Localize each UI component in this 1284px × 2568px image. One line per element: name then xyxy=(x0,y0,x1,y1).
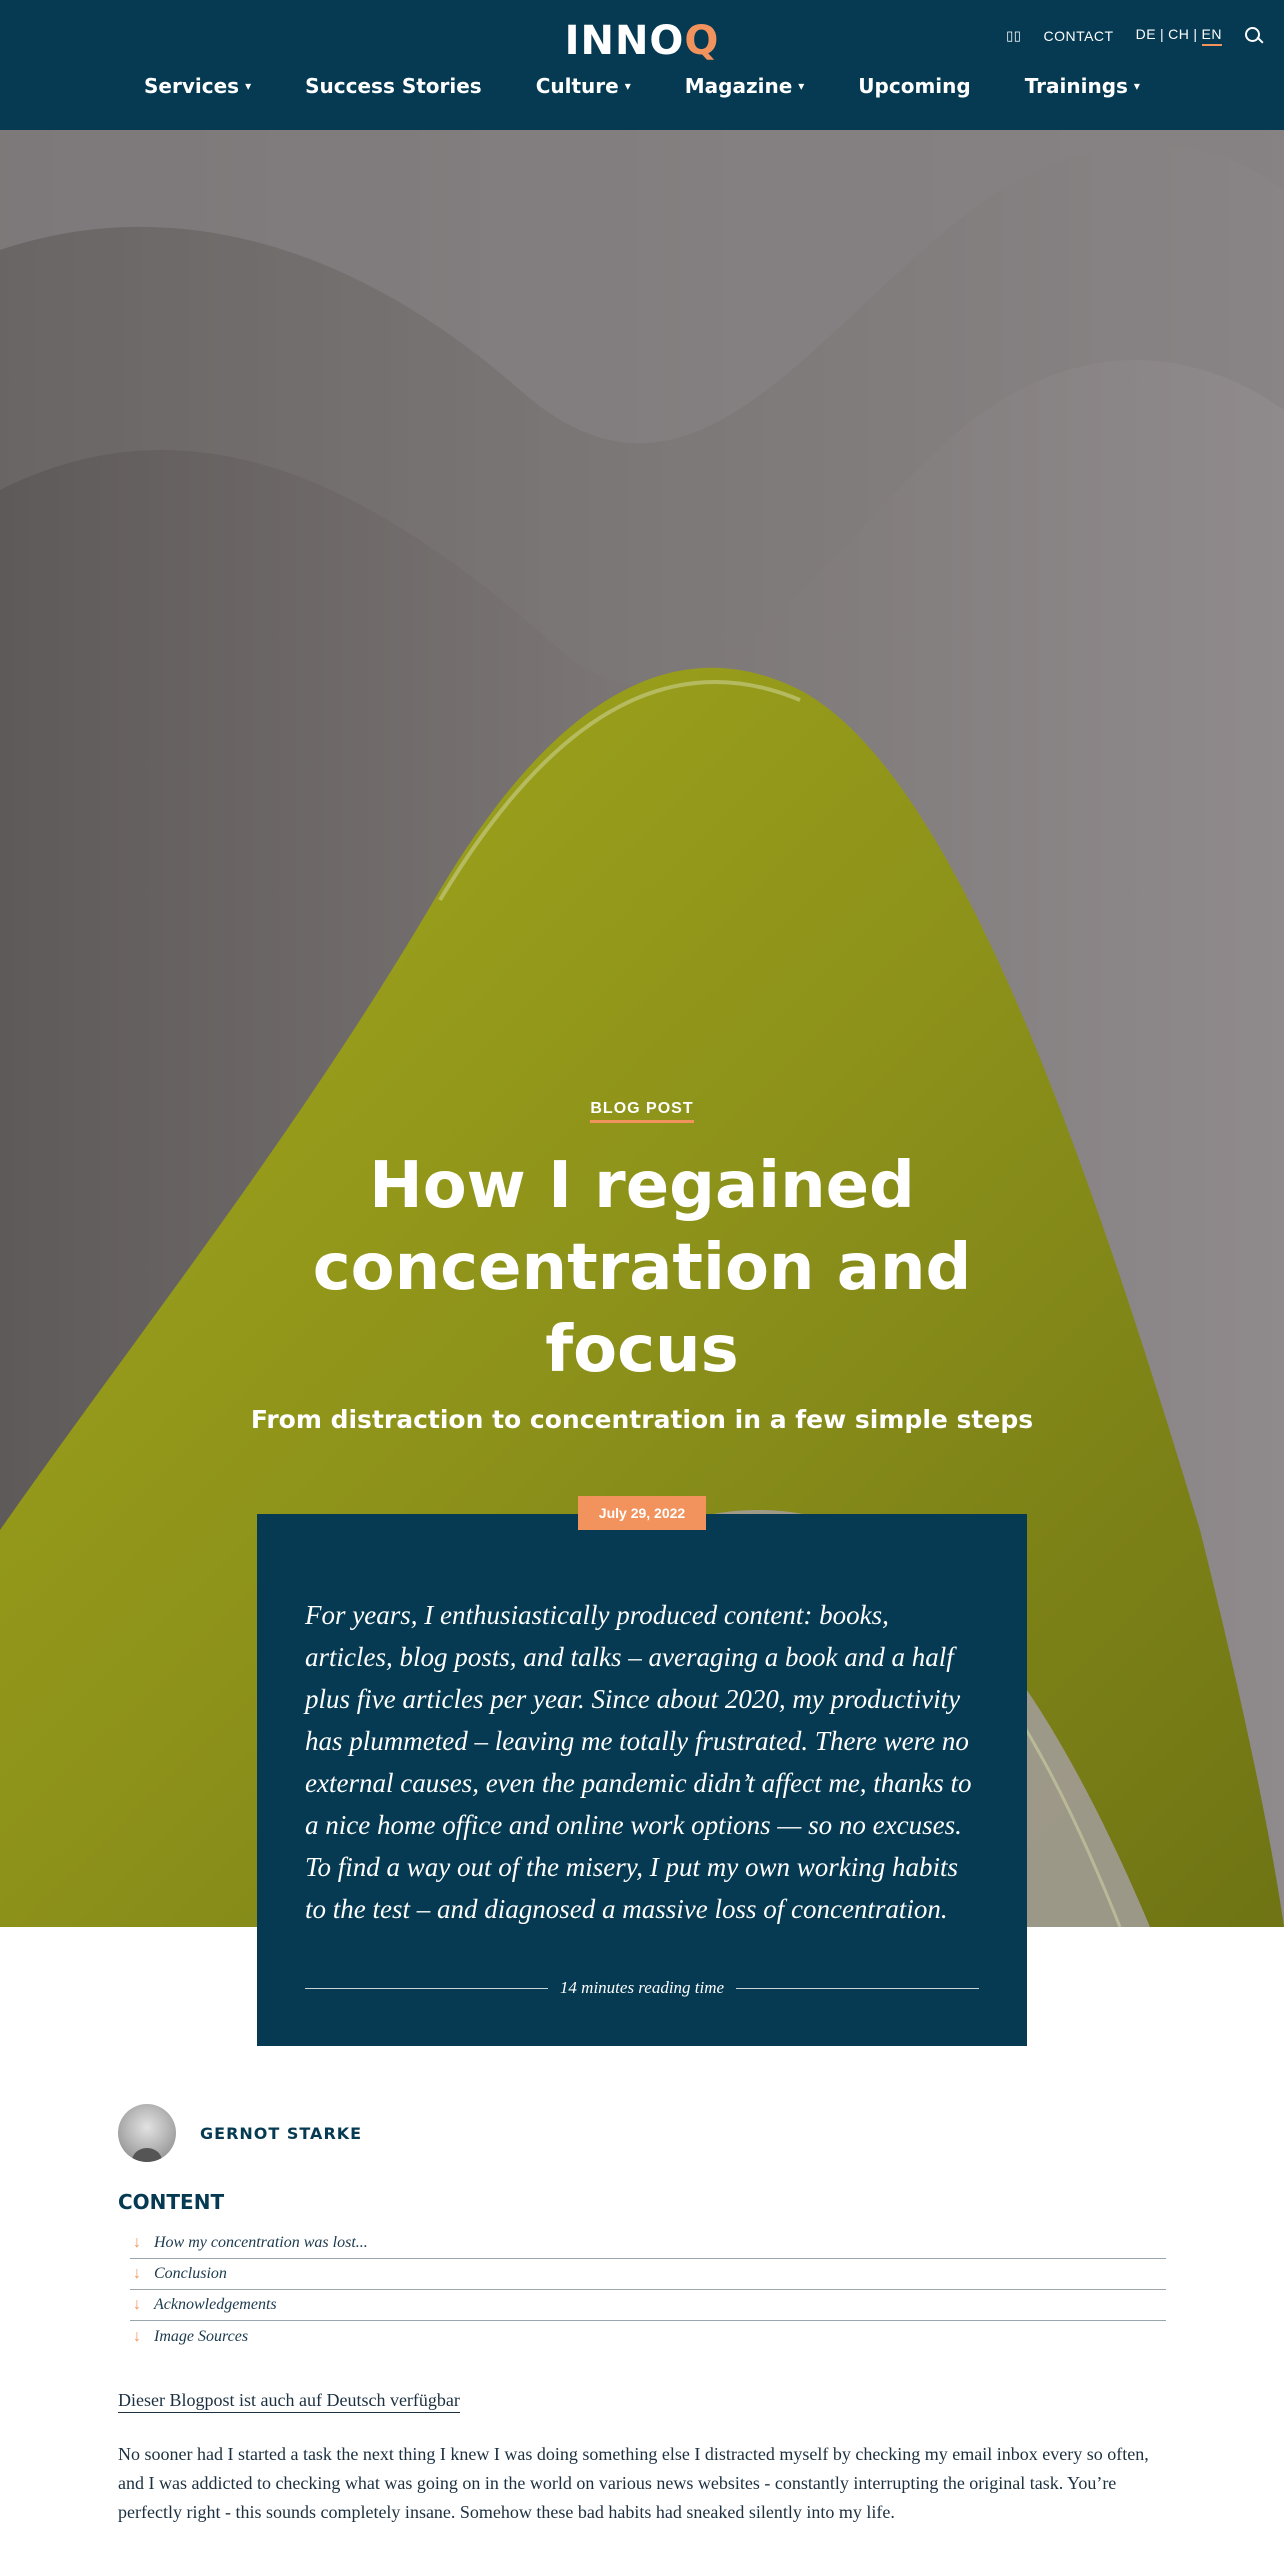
language-de[interactable]: DE xyxy=(1135,26,1157,42)
contact-link[interactable]: CONTACT xyxy=(1043,28,1114,44)
nav-label: Culture xyxy=(535,74,619,98)
toc-item[interactable] xyxy=(130,2321,1166,2352)
author-name[interactable]: GERNOT STARKE xyxy=(200,2123,363,2143)
reading-time xyxy=(305,1978,979,1998)
teaser-text: For years, I enthusiastically produced content: books, articles, blog posts, and talks – averaging a book and a half plus five articles per year. Since about 2020, my productivity has plummeted – leaving me totally frustrated. There were no external causes, even the pandemic didn’t affect me, thanks to a nice home office and online work options — so no excuses. To find a way out of the misery, I put my own working habits to the test – and diagnosed a massive loss of concentration. xyxy=(305,1600,972,1924)
caret-down-icon: ▾ xyxy=(245,79,252,93)
nav-item-services[interactable] xyxy=(144,74,251,98)
toc-item-label: Acknowledgements xyxy=(154,2296,277,2313)
author-avatar[interactable] xyxy=(118,2104,176,2162)
german-version-link[interactable]: Dieser Blogpost ist auch auf Deutsch verfügbar xyxy=(118,2390,460,2413)
toc-item[interactable] xyxy=(130,2259,1166,2290)
reading-time-label: 14 minutes reading time xyxy=(559,1978,725,1997)
caret-down-icon: ▾ xyxy=(798,79,805,93)
toc-item-label: Conclusion xyxy=(154,2265,227,2282)
toc-item-label: How my concentration was lost... xyxy=(154,2234,368,2251)
language-separator: | xyxy=(1193,26,1198,42)
language-ch[interactable]: CH xyxy=(1168,26,1190,42)
nav-item-upcoming[interactable] xyxy=(858,74,970,98)
nav-label: Success Stories xyxy=(305,74,482,98)
hero-text xyxy=(0,1098,1284,1434)
page-subtitle: From distraction to concentration in a few simple steps xyxy=(250,1405,1034,1434)
toc-item[interactable] xyxy=(130,2290,1166,2321)
nav-label: Services xyxy=(144,74,240,98)
nav-label: Magazine xyxy=(684,74,793,98)
search-icon[interactable] xyxy=(1244,26,1264,46)
logo-text: INNO xyxy=(564,18,685,64)
divider xyxy=(736,1988,979,1989)
post-type-kicker[interactable]: BLOG POST xyxy=(590,1100,693,1123)
arrow-down-icon: ↓ xyxy=(133,2296,141,2313)
toc-item-label: Image Sources xyxy=(154,2327,249,2345)
chat-icon[interactable]: ▯▯ xyxy=(1006,28,1022,43)
nav-item-success-stories[interactable] xyxy=(305,74,482,98)
site-header xyxy=(0,0,1284,130)
table-of-contents xyxy=(130,2228,1166,2352)
logo-accent-letter: Q xyxy=(684,18,720,64)
innoq-logo[interactable] xyxy=(564,18,720,64)
caret-down-icon: ▾ xyxy=(1133,79,1140,93)
toc-item[interactable] xyxy=(130,2228,1166,2259)
arrow-down-icon: ↓ xyxy=(133,2234,141,2251)
teaser-box xyxy=(257,1514,1027,2046)
nav-label: Trainings xyxy=(1024,74,1128,98)
utility-bar xyxy=(1006,26,1264,46)
page-title: How I regained concentration and focus xyxy=(312,1149,972,1387)
arrow-down-icon: ↓ xyxy=(133,2327,141,2345)
language-en[interactable]: EN xyxy=(1202,26,1222,46)
nav-item-magazine[interactable] xyxy=(685,74,805,98)
language-separator: | xyxy=(1160,26,1165,42)
article-paragraph: No sooner had I started a task the next thing I knew I was doing something else I distracted myself by checking my email inbox every so often, and I was addicted to checking what was going on in the world on various news websites - constantly interrupting the original task. You’re perfectly right - this sounds completely insane. Somehow these bad habits had sneaked silently into my life. xyxy=(118,2444,1149,2522)
caret-down-icon: ▾ xyxy=(624,79,631,93)
toc-heading: CONTENT xyxy=(118,2190,225,2214)
nav-label: Upcoming xyxy=(858,74,971,98)
main-navigation xyxy=(0,74,1284,98)
divider xyxy=(305,1988,548,1989)
arrow-down-icon: ↓ xyxy=(133,2265,141,2282)
nav-item-culture[interactable] xyxy=(536,74,631,98)
nav-item-trainings[interactable] xyxy=(1025,74,1140,98)
publish-date-badge: July 29, 2022 xyxy=(578,1496,706,1530)
language-switcher xyxy=(1136,26,1222,46)
author-card[interactable] xyxy=(118,2104,362,2162)
